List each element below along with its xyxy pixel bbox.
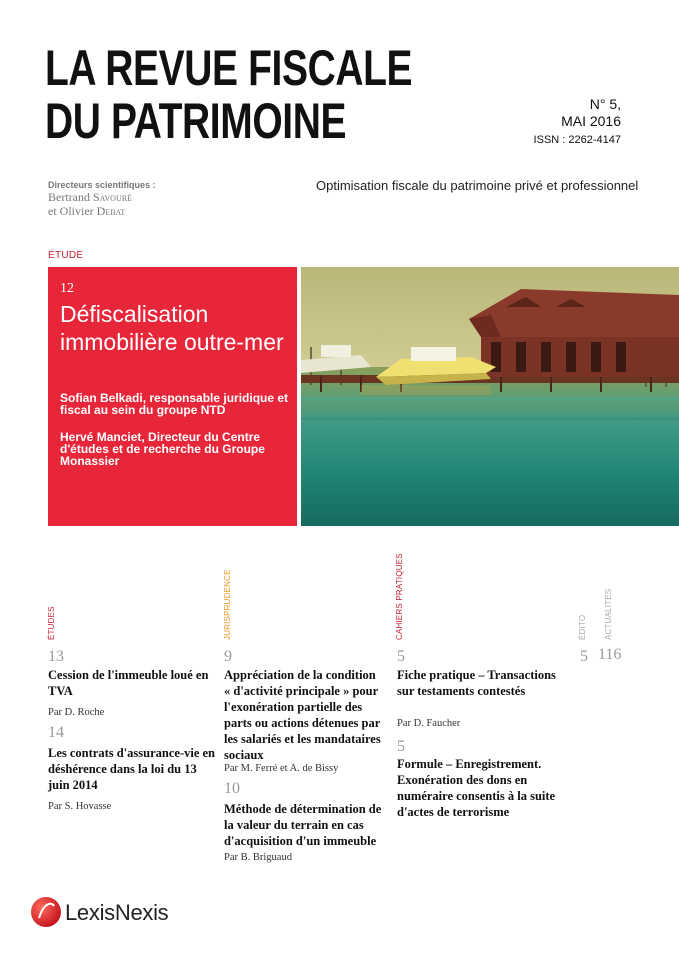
etudes-item-2-author: Par S. Hovasse bbox=[48, 801, 112, 812]
section-label-cahiers: CAHIERS PRATIQUES bbox=[395, 553, 404, 640]
director-2: et Olivier Debat bbox=[48, 204, 126, 218]
director-1: Bertrand Savouré bbox=[48, 190, 132, 204]
magazine-subtitle: Optimisation fiscale du patrimoine privé et professionnel bbox=[316, 178, 639, 193]
jurisprudence-item-1-author: Par M. Ferré et A. de Bissy bbox=[224, 763, 339, 774]
feature-title: Défiscalisation immobilière outre-mer bbox=[60, 301, 284, 355]
etudes-item-2-title[interactable]: Les contrats d'assurance-vie en déshérence dans la loi du 13 juin 2014 bbox=[48, 746, 215, 792]
cahiers-item-1-author: Par D. Faucher bbox=[397, 718, 461, 729]
feature-author-2: Hervé Manciet, Directeur du Centre d'études et de recherche du Groupe Monassier bbox=[60, 430, 265, 468]
magazine-title bbox=[45, 42, 412, 148]
issn: ISSN : 2262-4147 bbox=[533, 134, 621, 146]
publisher-name: LexisNexis bbox=[65, 900, 169, 925]
etudes-item-2-page: 14 bbox=[48, 724, 64, 741]
cahiers-item-2-page: 5 bbox=[397, 738, 405, 755]
jurisprudence-item-2-author: Par B. Briguaud bbox=[224, 852, 292, 863]
section-label-edito: ÉDITO bbox=[578, 614, 587, 640]
jurisprudence-item-1-title[interactable]: Appréciation de la condition « d'activité principale » pour l'exonération partielle des parts ou actions détenues par les salariés et les mandataires sociaux bbox=[224, 668, 381, 762]
feature-box[interactable] bbox=[48, 267, 297, 526]
cahiers-item-2-title[interactable]: Formule – Enregistrement. Exonération des dons en numéraire consentis à la suite d'actes de terrorisme bbox=[397, 757, 556, 819]
section-label-etudes: ÉTUDES bbox=[47, 606, 56, 640]
issue-date: MAI 2016 bbox=[561, 113, 621, 129]
directors-label: Directeurs scientifiques : bbox=[48, 180, 156, 190]
actualites-page[interactable]: 116 bbox=[598, 646, 622, 663]
lexisnexis-logo-icon bbox=[30, 896, 62, 928]
cover-photo bbox=[301, 267, 679, 526]
title-line-2: DU PATRIMOINE bbox=[45, 93, 347, 149]
cahiers-item-1-title[interactable]: Fiche pratique – Transactions sur testaments contestés bbox=[397, 668, 556, 698]
scientific-directors bbox=[48, 180, 156, 218]
section-label-jurisprudence: JURISPRUDENCE bbox=[223, 569, 232, 640]
issue-number: N° 5, bbox=[589, 96, 621, 112]
section-label-actualites: ACTUALITÉS bbox=[604, 588, 613, 640]
feature-page-number: 12 bbox=[60, 281, 74, 296]
title-line-1: LA REVUE FISCALE bbox=[45, 40, 413, 96]
feature-author-1: Sofian Belkadi, responsable juridique et fiscal au sein du groupe NTD bbox=[60, 391, 289, 417]
lagoon-boats-image bbox=[301, 267, 679, 526]
issue-info bbox=[534, 96, 621, 149]
cahiers-item-1-page: 5 bbox=[397, 648, 405, 665]
etudes-item-1-author: Par D. Roche bbox=[48, 707, 105, 718]
jurisprudence-item-2-page: 10 bbox=[224, 780, 240, 797]
jurisprudence-item-2-title[interactable]: Méthode de détermination de la valeur du terrain en cas d'acquisition d'un immeuble bbox=[224, 802, 382, 848]
edito-page[interactable]: 5 bbox=[580, 648, 588, 665]
etudes-item-1-page: 13 bbox=[48, 648, 64, 665]
jurisprudence-item-1-page: 9 bbox=[224, 648, 232, 665]
etudes-item-1-title[interactable]: Cession de l'immeuble loué en TVA bbox=[48, 668, 209, 698]
feature-section-label: ÉTUDE bbox=[48, 250, 84, 261]
